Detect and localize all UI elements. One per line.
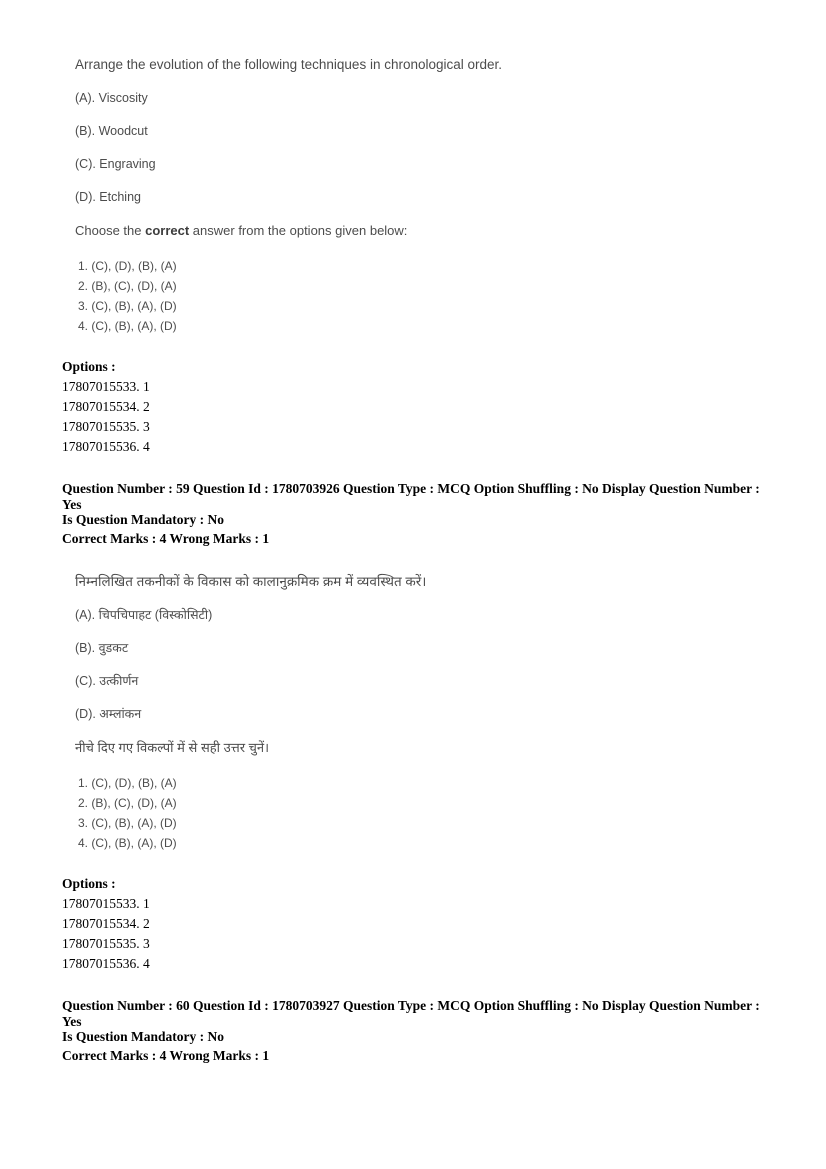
answer-instruction [75, 740, 786, 756]
options-heading: Options : [62, 876, 116, 891]
question-content-hindi [75, 573, 786, 853]
question-content-english [75, 56, 786, 336]
choice-d: (D). अम्लांकन [75, 707, 142, 721]
option-id-row: 17807015533. 1 [62, 379, 150, 394]
choice-a: (A). चिपचिपाहट (विस्कोसिटी) [75, 608, 213, 622]
option-id-row: 17807015536. 4 [62, 439, 150, 454]
answer-option-4: 4. (C), (B), (A), (D) [78, 319, 177, 333]
answer-instruction [75, 223, 786, 239]
answer-option-1: 1. (C), (D), (B), (A) [78, 776, 177, 790]
answer-option-3: 3. (C), (B), (A), (D) [78, 299, 177, 313]
answer-option-3: 3. (C), (B), (A), (D) [78, 816, 177, 830]
choice-c: (C). Engraving [75, 157, 156, 171]
question-meta-59 [62, 481, 764, 546]
instruction-bold-word: correct [145, 223, 190, 238]
option-id-row: 17807015533. 1 [62, 896, 150, 911]
choice-b: (B). Woodcut [75, 124, 148, 138]
choice-c: (C). उत्कीर्णन [75, 674, 139, 688]
options-heading: Options : [62, 359, 116, 374]
answer-option-list [75, 773, 786, 853]
question-marks-line: Correct Marks : 4 Wrong Marks : 1 [62, 530, 270, 546]
instruction-prefix: Choose the [75, 223, 146, 238]
option-id-row: 17807015536. 4 [62, 956, 150, 971]
answer-option-1: 1. (C), (D), (B), (A) [78, 259, 177, 273]
choice-a: (A). Viscosity [75, 91, 148, 105]
option-id-row: 17807015535. 3 [62, 936, 150, 951]
question-meta-line-2: Is Question Mandatory : No [62, 1029, 225, 1044]
answer-option-2: 2. (B), (C), (D), (A) [78, 279, 177, 293]
answer-option-4: 4. (C), (B), (A), (D) [78, 836, 177, 850]
option-id-row: 17807015534. 2 [62, 399, 150, 414]
question-meta-60 [62, 998, 764, 1063]
choice-b: (B). वुडकट [75, 641, 129, 655]
question-marks-line: Correct Marks : 4 Wrong Marks : 1 [62, 1047, 270, 1063]
option-id-row: 17807015534. 2 [62, 916, 150, 931]
question-stem: Arrange the evolution of the following techniques in chronological order. [75, 57, 503, 72]
answer-option-list [75, 256, 786, 336]
choice-d: (D). Etching [75, 190, 141, 204]
question-meta-line-1: Question Number : 59 Question Id : 1780703926 Question Type : MCQ Option Shuffling : No Display Question Number : Yes [62, 481, 760, 512]
option-id-row: 17807015535. 3 [62, 419, 150, 434]
question-meta-line-2: Is Question Mandatory : No [62, 512, 225, 527]
question-meta-line-1: Question Number : 60 Question Id : 1780703927 Question Type : MCQ Option Shuffling : No Display Question Number : Yes [62, 998, 760, 1029]
question-stem: निम्नलिखित तकनीकों के विकास को कालानुक्रमिक क्रम में व्यवस्थित करें। [75, 574, 427, 589]
instruction-prefix: नीचे दिए गए विकल्पों में से सही उत्तर चुनें। [75, 740, 270, 755]
options-id-block [62, 357, 826, 457]
answer-option-2: 2. (B), (C), (D), (A) [78, 796, 177, 810]
instruction-suffix: answer from the options given below: [189, 223, 408, 238]
options-id-block [62, 874, 826, 974]
